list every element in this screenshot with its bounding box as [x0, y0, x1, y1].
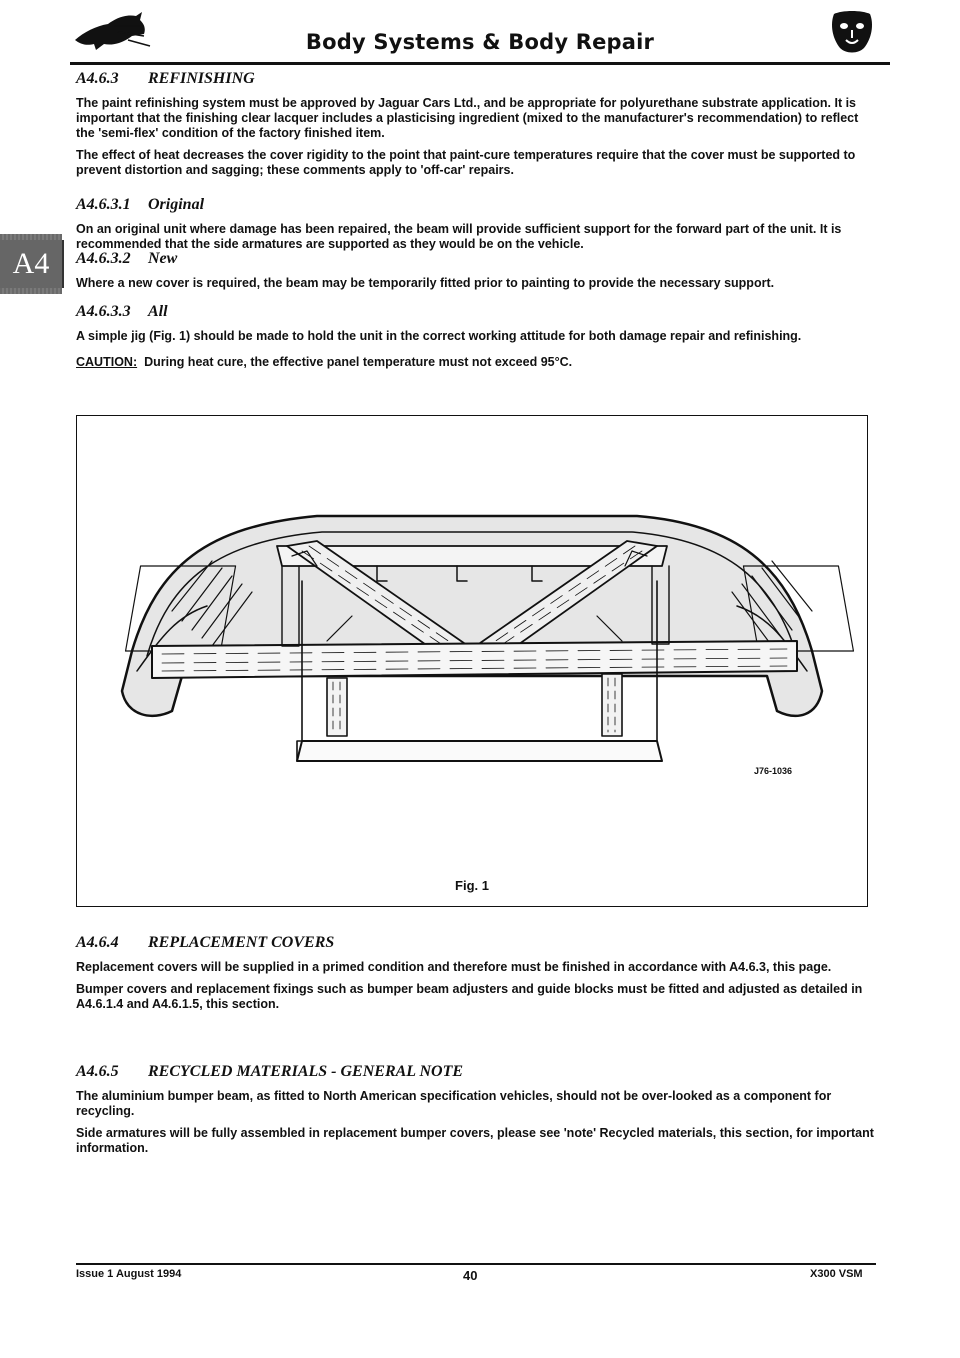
page-header	[70, 10, 890, 62]
page-number: 40	[463, 1268, 478, 1283]
jaguar-head-logo	[828, 8, 876, 56]
footer-issue: Issue 1 August 1994	[76, 1268, 182, 1280]
paragraph: Replacement covers will be supplied in a primed condition and therefore must be finished in accordance with A4.6.3, this page.	[76, 960, 832, 974]
section-all	[76, 301, 876, 370]
paragraph: The paint refinishing system must be approved by Jaguar Cars Ltd., and be appropriate for polyurethane substrate application. It is important that the finishing clear lacquer includes a plasticising ingredient (mixed to the manufacturer's recommendation) to reflect the 'semi-flex' condition of the factory finished item.	[76, 96, 859, 140]
paragraph: The effect of heat decreases the cover rigidity to the point that paint-cure temperatures require that the cover must be supported to prevent distortion and sagging; these comments apply to 'off-car' repairs.	[76, 148, 856, 177]
section-recycled	[76, 1061, 876, 1156]
paragraph: On an original unit where damage has been repaired, the beam will provide sufficient support for the forward part of the unit. It is recommended that the side armatures are supported as they would be on the vehicle.	[76, 222, 842, 251]
paragraph: A simple jig (Fig. 1) should be made to hold the unit in the correct working attitude for both damage repair and refinishing.	[76, 329, 802, 343]
bumper-jig-illustration	[77, 416, 867, 906]
section-heading: A4.6.5 RECYCLED MATERIALS - GENERAL NOTE	[76, 1063, 464, 1080]
section-heading: A4.6.3.2 New	[76, 250, 178, 267]
page-title: Body Systems & Body Repair	[305, 30, 655, 54]
section-heading: A4.6.3.3 All	[76, 303, 168, 320]
footer-rule	[76, 1263, 876, 1265]
section-heading: A4.6.4 REPLACEMENT COVERS	[76, 934, 335, 951]
figure-1	[76, 415, 868, 907]
paragraph: Side armatures will be fully assembled in replacement bumper covers, please see 'note' Recycled materials, this section, for important information.	[76, 1126, 874, 1155]
section-original	[76, 194, 876, 252]
paragraph: Bumper covers and replacement fixings such as bumper beam adjusters and guide blocks must be fitted and adjusted as detailed in A4.6.1.4 and A4.6.1.5, this section.	[76, 982, 863, 1011]
section-replacement	[76, 932, 876, 1012]
footer-doc: X300 VSM	[810, 1268, 863, 1280]
figure-code: J76-1036	[753, 766, 792, 776]
section-new	[76, 248, 876, 291]
caution-note: CAUTION: During heat cure, the effective panel temperature must not exceed 95°C.	[76, 355, 573, 369]
section-tab: A4	[0, 240, 64, 288]
figure-caption: Fig. 1	[455, 878, 489, 893]
paragraph: Where a new cover is required, the beam may be temporarily fitted prior to painting to provide the necessary support.	[76, 276, 775, 290]
header-rule	[70, 62, 890, 65]
paragraph: The aluminium bumper beam, as fitted to North American specification vehicles, should not be over-looked as a component for recycling.	[76, 1089, 832, 1118]
section-heading: A4.6.3.1 Original	[76, 196, 205, 213]
section-refinishing	[76, 68, 876, 178]
section-heading: A4.6.3 REFINISHING	[76, 70, 255, 87]
